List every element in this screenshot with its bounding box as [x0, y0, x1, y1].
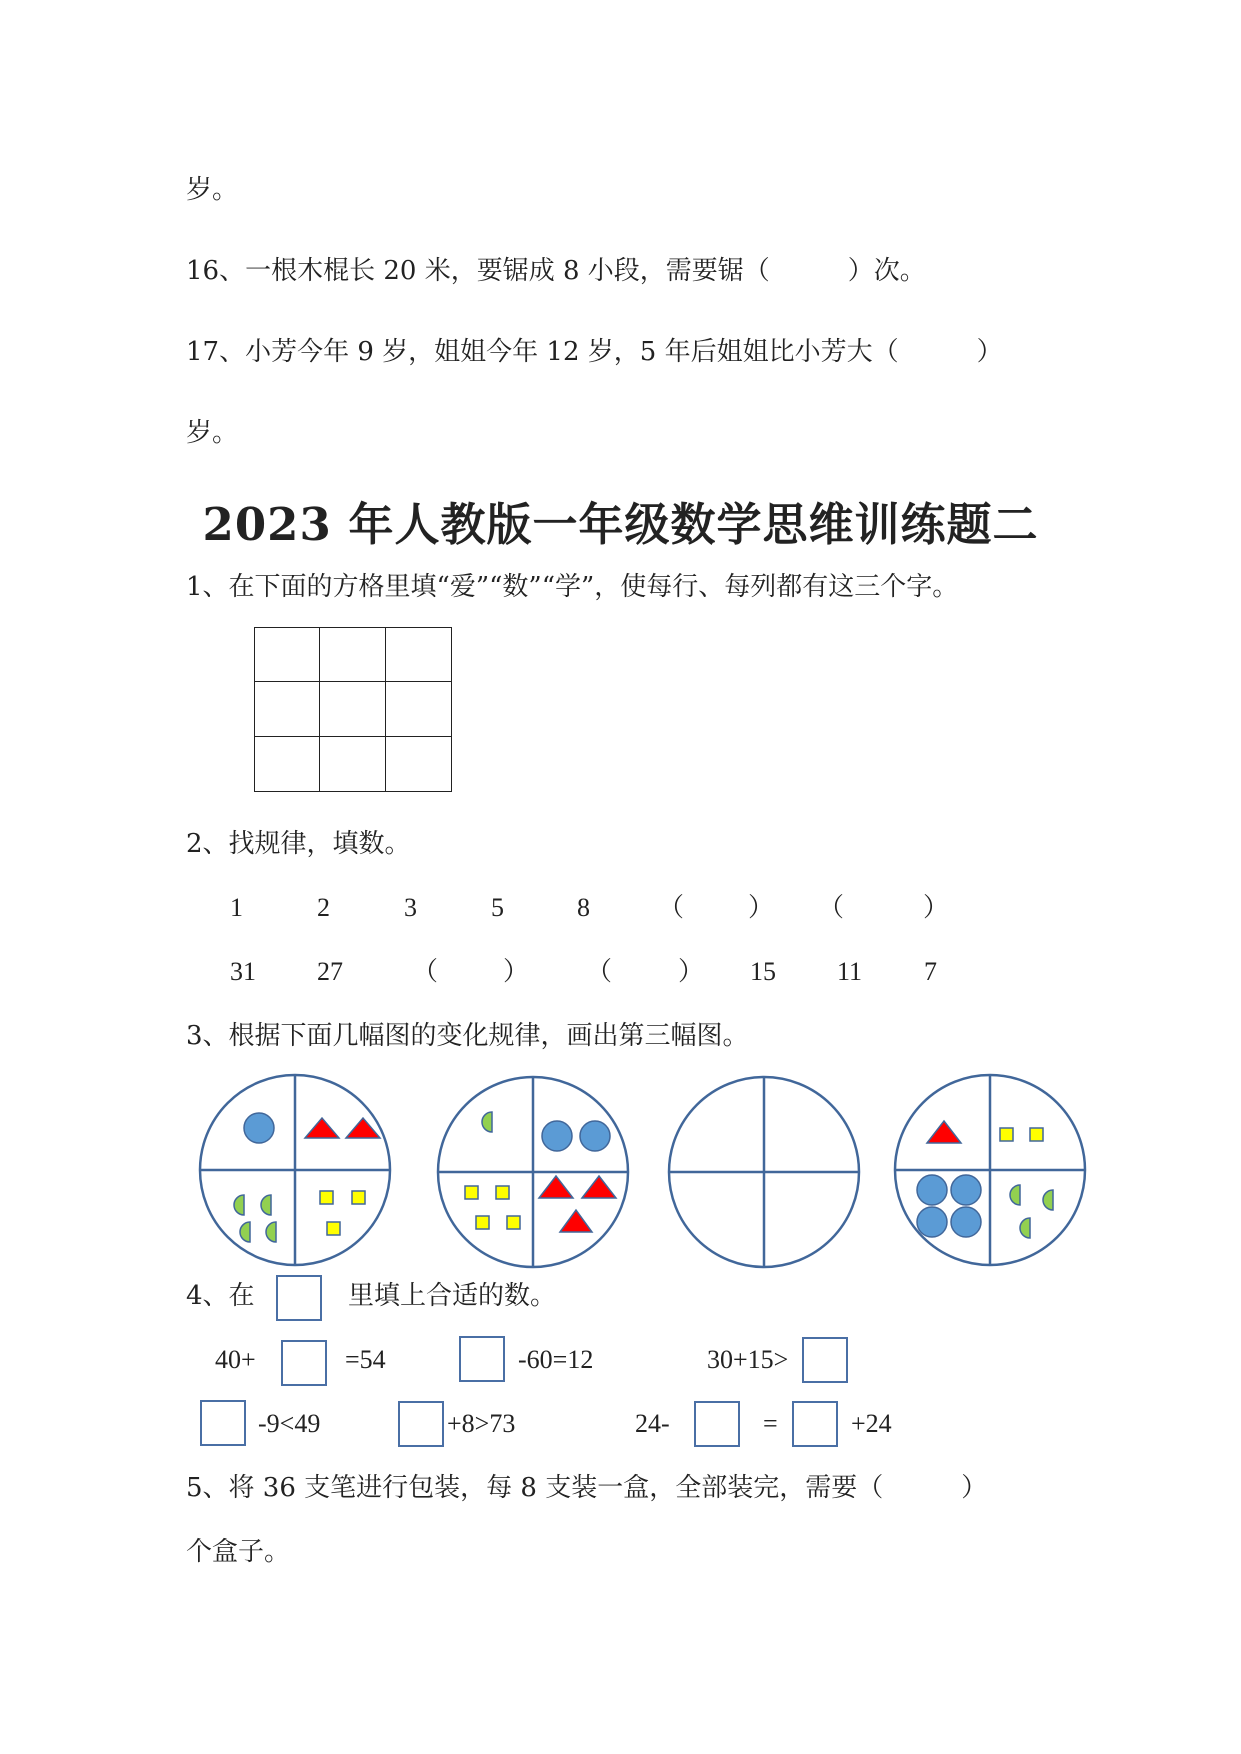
seq1-blank-close: ）: [748, 893, 775, 922]
green-leaf: [240, 1222, 250, 1242]
blue-dot: [580, 1121, 610, 1151]
seq2-blank-close: ）: [678, 957, 705, 986]
seq2-blank-close: ）: [503, 957, 530, 986]
grid-cell[interactable]: [386, 628, 451, 682]
green-leaf: [266, 1222, 276, 1242]
seq1-blank-open: （: [658, 893, 685, 922]
seq2-item: 27: [317, 957, 343, 986]
page-title: 2023 年人教版一年级数学思维训练题二: [202, 498, 1039, 551]
eq5-answer-box[interactable]: [398, 1401, 444, 1447]
grid-cell[interactable]: [386, 737, 451, 791]
blue-dot: [244, 1113, 274, 1143]
grid-cell[interactable]: [255, 628, 320, 682]
eq6-answer-box-b[interactable]: [792, 1401, 838, 1447]
blue-dot: [951, 1207, 981, 1237]
eq6-answer-box-a[interactable]: [694, 1401, 740, 1447]
yellow-square: [507, 1216, 520, 1229]
red-triangle: [539, 1176, 573, 1198]
seq2-item: 15: [750, 957, 776, 986]
green-leaf: [1010, 1185, 1020, 1205]
seq2-item: 31: [230, 957, 256, 986]
question-5: 5、将 36 支笔进行包装，每 8 支装一盒，全部装完，需要（ ）: [186, 1473, 988, 1503]
blue-dot: [951, 1175, 981, 1205]
eq2-right: -60=12: [518, 1345, 594, 1374]
yellow-square: [1030, 1128, 1043, 1141]
circle-2: [438, 1077, 628, 1267]
yellow-square: [352, 1191, 365, 1204]
seq2-item: 11: [837, 957, 863, 986]
eq1-left: 40+: [215, 1345, 256, 1374]
seq1-item: 3: [404, 893, 417, 922]
blue-dot: [917, 1175, 947, 1205]
question-4-label-b: 里填上合适的数。: [348, 1281, 557, 1311]
blue-dot: [542, 1121, 572, 1151]
green-leaf: [1020, 1218, 1030, 1238]
eq4-answer-box[interactable]: [200, 1400, 246, 1446]
seq1-item: 1: [230, 893, 243, 922]
eq1-right: =54: [345, 1345, 386, 1374]
seq2-blank-open: （: [586, 957, 613, 986]
seq1-item: 2: [317, 893, 330, 922]
yellow-square: [465, 1186, 478, 1199]
eq1-answer-box[interactable]: [281, 1340, 327, 1386]
circle-3-empty[interactable]: [669, 1077, 859, 1267]
question-1: 1、在下面的方格里填“爱”“数”“学”，使每行、每列都有这三个字。: [186, 572, 959, 602]
green-leaf: [234, 1195, 244, 1215]
eq6-right: +24: [851, 1409, 892, 1438]
yellow-square: [320, 1191, 333, 1204]
red-triangle: [582, 1176, 616, 1198]
yellow-square: [1000, 1128, 1013, 1141]
eq4-right: -9<49: [258, 1409, 321, 1438]
seq1-blank-close: ）: [923, 893, 950, 922]
green-leaf: [482, 1112, 492, 1132]
eq3-left: 30+15>: [707, 1345, 789, 1374]
red-triangle: [560, 1210, 592, 1232]
circle-1: [200, 1075, 390, 1265]
grid-cell[interactable]: [255, 682, 320, 736]
red-triangle: [346, 1118, 380, 1138]
pattern-circles: [0, 1070, 1241, 1280]
question-16: 16、一根木棍长 20 米，要锯成 8 小段，需要锯（ ）次。: [186, 256, 926, 286]
seq1-blank-open: （: [818, 893, 845, 922]
q15-tail: 岁。: [186, 175, 239, 205]
circle-4: [895, 1075, 1085, 1265]
seq2-item: 7: [924, 957, 937, 986]
eq3-answer-box[interactable]: [802, 1337, 848, 1383]
eq2-answer-box[interactable]: [459, 1336, 505, 1382]
question-17: 17、小芳今年 9 岁，姐姐今年 12 岁，5 年后姐姐比小芳大（ ）: [186, 337, 1003, 367]
question-17-tail: 岁。: [186, 418, 239, 448]
question-2: 2、找规律，填数。: [186, 829, 411, 859]
eq6-equals: =: [763, 1409, 778, 1438]
blue-dot: [917, 1207, 947, 1237]
green-leaf: [261, 1195, 271, 1215]
yellow-square: [496, 1186, 509, 1199]
grid-cell[interactable]: [386, 682, 451, 736]
grid-cell[interactable]: [320, 737, 385, 791]
answer-box-sample: [276, 1275, 322, 1321]
yellow-square: [476, 1216, 489, 1229]
seq2-blank-open: （: [412, 957, 439, 986]
question-4-label-a: 4、在: [186, 1281, 255, 1311]
seq1-item: 5: [491, 893, 504, 922]
yellow-square: [327, 1222, 340, 1235]
question-3: 3、根据下面几幅图的变化规律，画出第三幅图。: [186, 1021, 749, 1051]
grid-cell[interactable]: [320, 628, 385, 682]
red-triangle: [927, 1121, 961, 1143]
grid-cell[interactable]: [320, 682, 385, 736]
red-triangle: [305, 1118, 339, 1138]
eq6-left: 24-: [635, 1409, 670, 1438]
grid-cell[interactable]: [255, 737, 320, 791]
seq1-item: 8: [577, 893, 590, 922]
question-5-tail: 个盒子。: [186, 1537, 291, 1567]
green-leaf: [1043, 1190, 1053, 1210]
eq5-right: +8>73: [447, 1409, 516, 1438]
fill-grid[interactable]: [254, 627, 452, 792]
